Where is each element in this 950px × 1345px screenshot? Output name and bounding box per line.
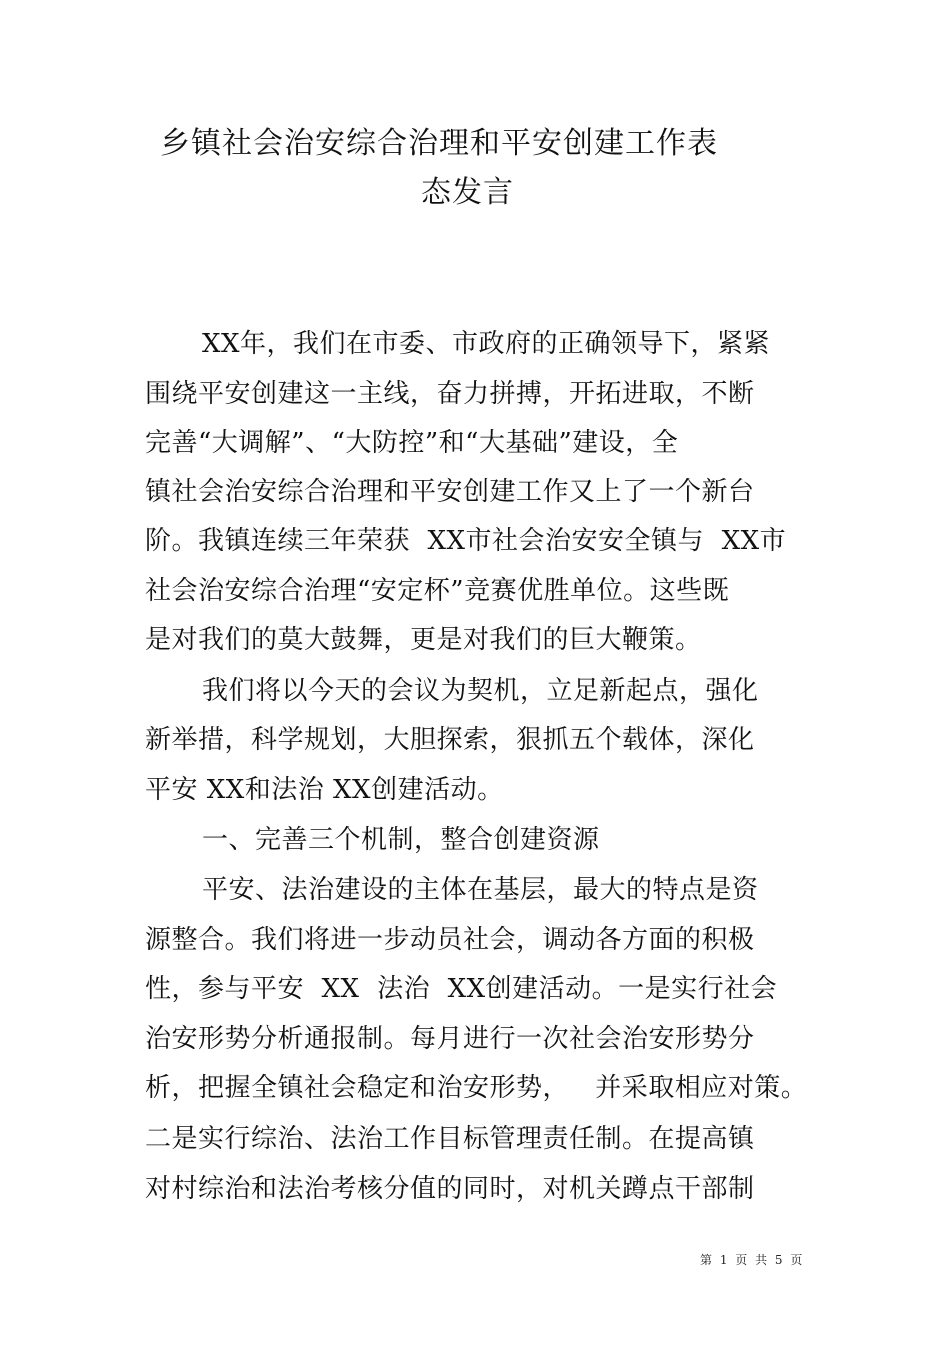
- body-line: 围绕平安创建这一主线，奋力拼搏，开拓进取，不断: [145, 379, 755, 409]
- body-line: 是对我们的莫大鼓舞，更是对我们的巨大鞭策。: [145, 625, 702, 655]
- body-line: 平安、法治建设的主体在基层，最大的特点是资: [202, 875, 759, 905]
- body-line: 析，把握全镇社会稳定和治安形势， 并采取相应对策。: [145, 1073, 808, 1103]
- body-line: 完善“大调解”、“大防控”和“大基础”建设，全: [145, 428, 679, 458]
- body-line: 治安形势分析通报制。每月进行一次社会治安形势分: [145, 1024, 755, 1054]
- section-heading: 一、完善三个机制，整合创建资源: [202, 825, 600, 855]
- page-number: 第 1 页 共 5 页: [700, 1253, 805, 1267]
- body-line: 阶。我镇连续三年荣获 XX市社会治安安全镇与 XX市: [145, 526, 787, 556]
- body-line: 平安 XX和法治 XX创建活动。: [145, 775, 504, 805]
- body-line: 镇社会治安综合治理和平安创建工作又上了一个新台: [145, 477, 755, 507]
- body-line: 我们将以今天的会议为契机，立足新起点，强化: [202, 676, 759, 706]
- body-line: XX年，我们在市委、市政府的正确领导下，紧紧: [202, 329, 771, 359]
- document-title-line-2: 态发言: [421, 175, 514, 210]
- body-line: 二是实行综治、法治工作目标管理责任制。在提高镇: [145, 1124, 755, 1154]
- body-line: 社会治安综合治理“安定杯”竞赛优胜单位。这些既: [145, 576, 730, 606]
- body-line: 性，参与平安 XX 法治 XX创建活动。一是实行社会: [145, 974, 778, 1004]
- body-line: 新举措，科学规划，大胆探索，狠抓五个载体，深化: [145, 725, 755, 755]
- document-title-line-1: 乡镇社会治安综合治理和平安创建工作表: [160, 126, 718, 161]
- body-line: 源整合。我们将进一步动员社会，调动各方面的积极: [145, 925, 755, 955]
- body-line: 对村综治和法治考核分值的同时，对机关蹲点干部制: [145, 1174, 755, 1204]
